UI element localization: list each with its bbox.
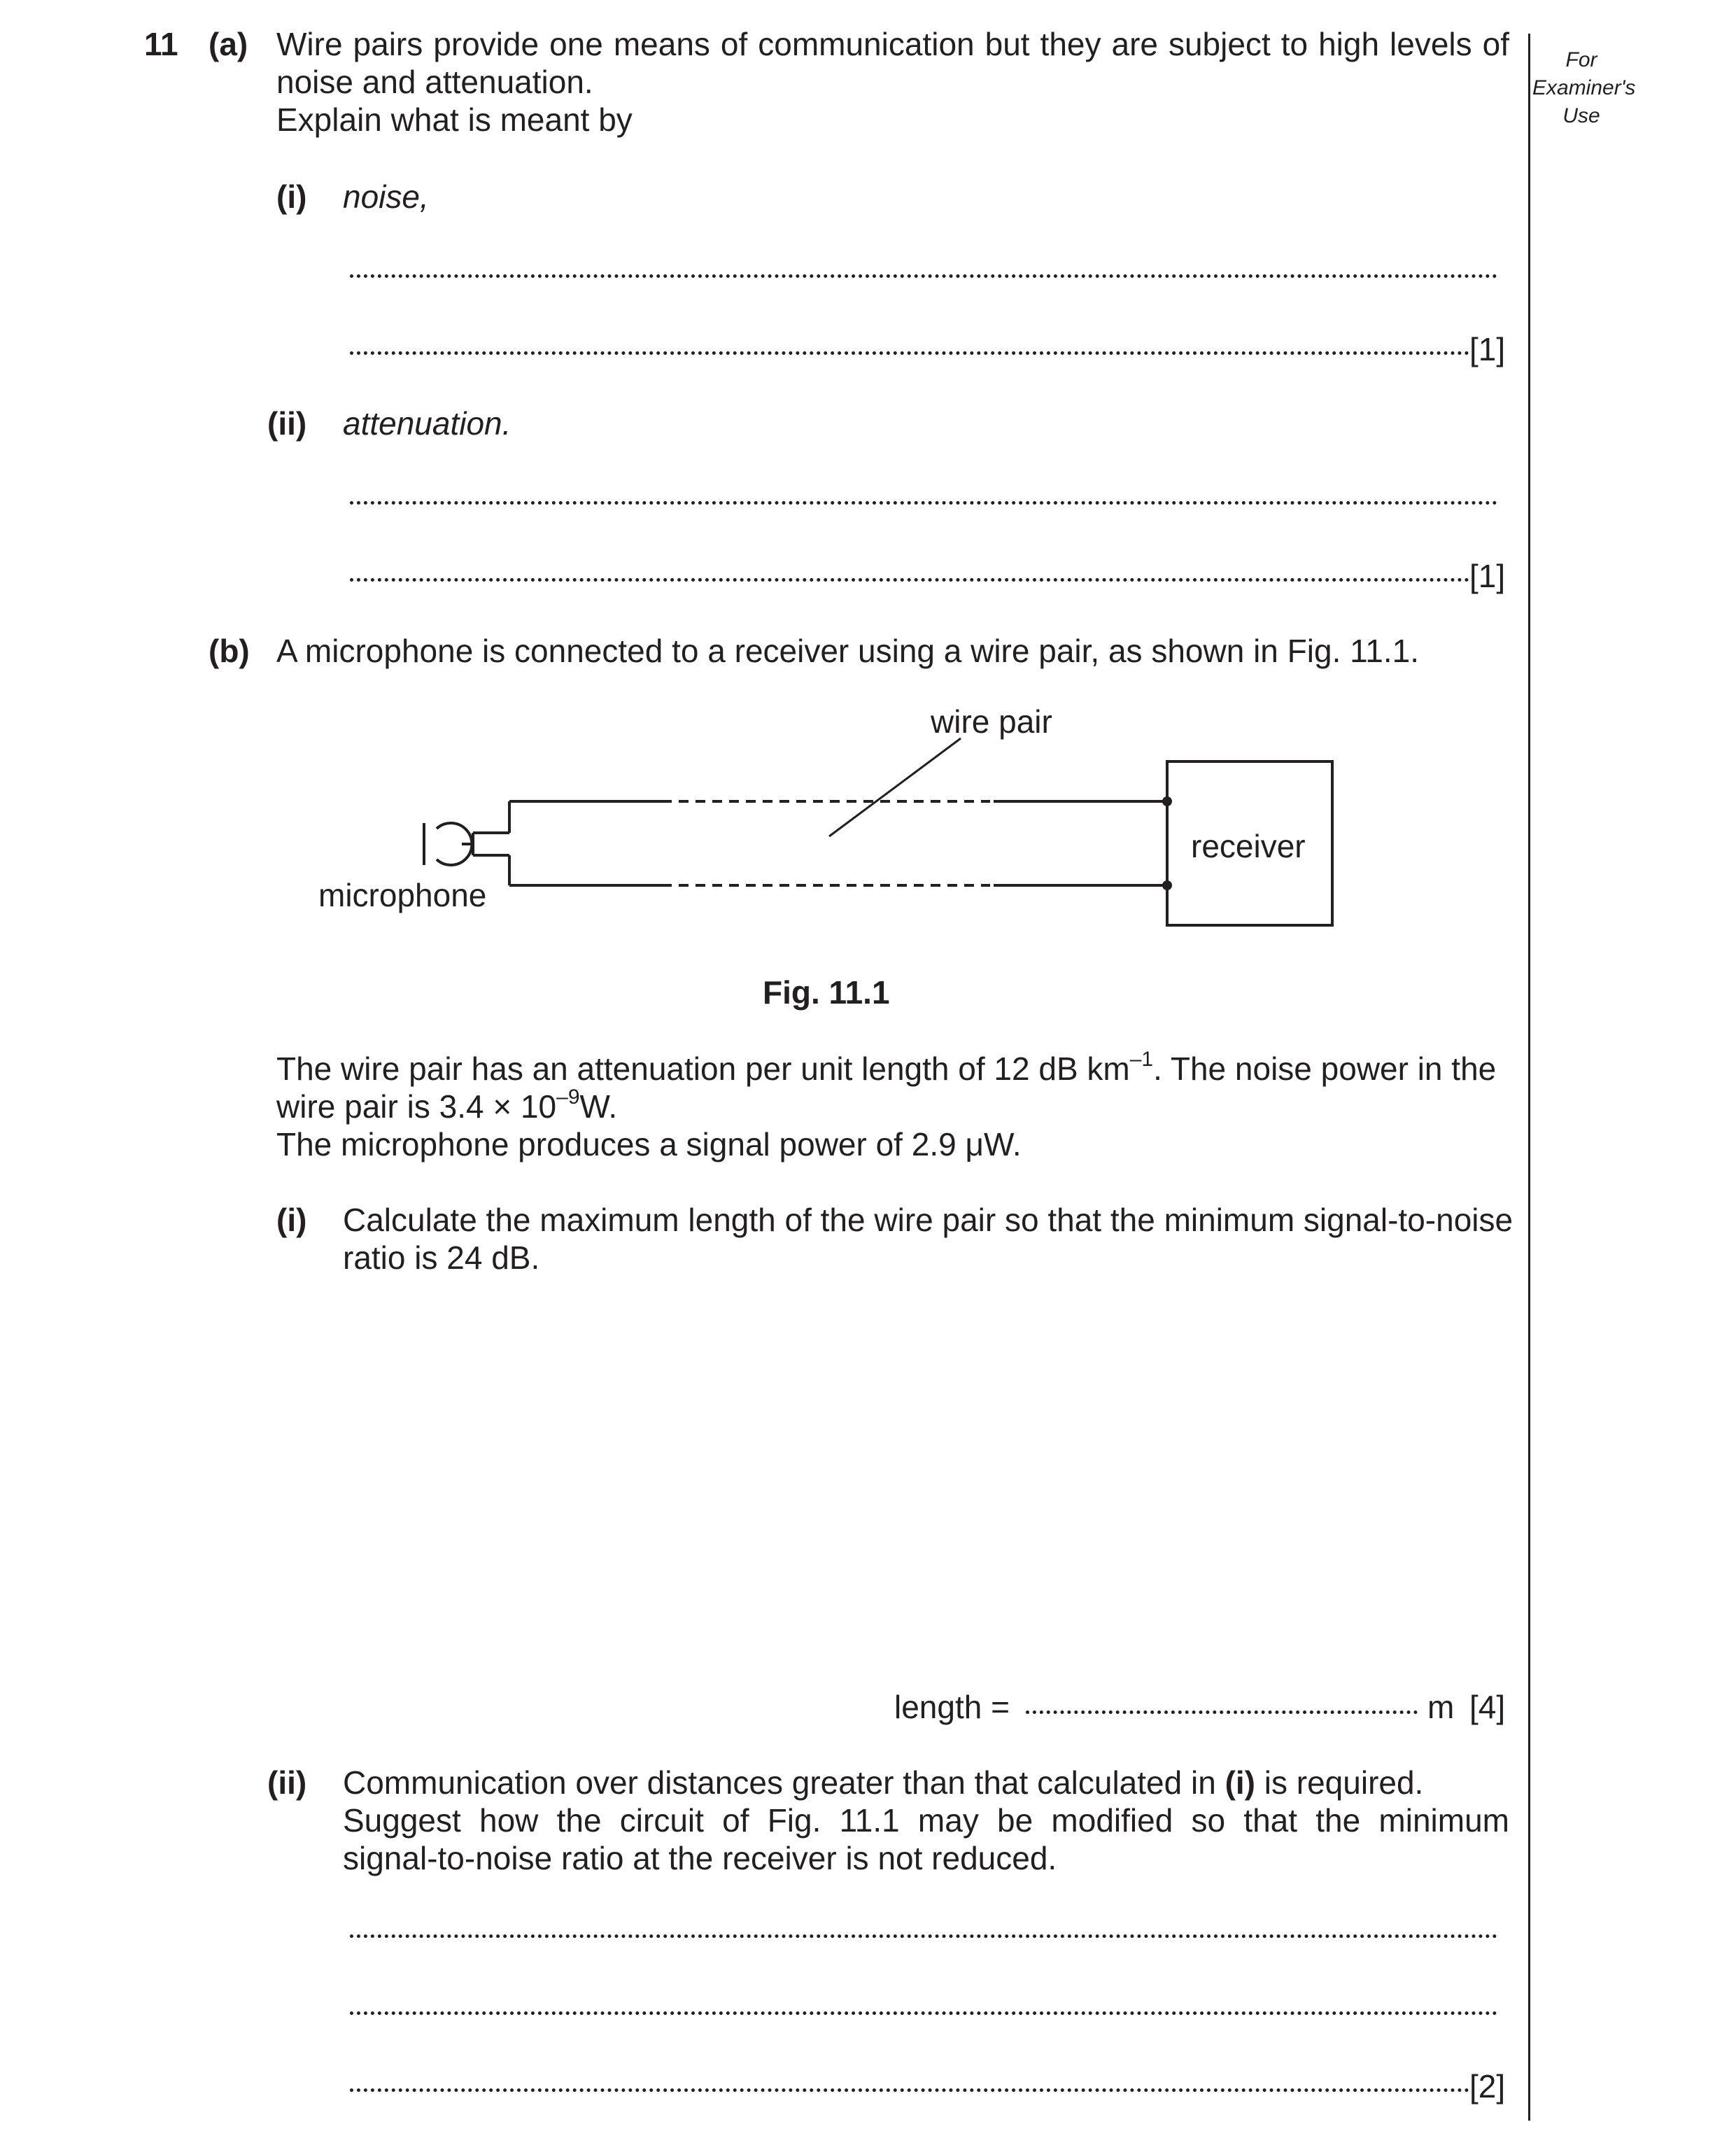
noise-text-start: . The noise power in the <box>1153 1051 1497 1087</box>
mark-allocation: [2] <box>1469 2068 1506 2105</box>
part-a-ii-term: attenuation. <box>343 405 511 442</box>
terminal-dot-top <box>1162 796 1172 806</box>
info-line2 <box>276 1085 618 1125</box>
info-line3: The microphone produces a signal power of 2.9 μW. <box>276 1126 1022 1162</box>
part-reference: (i) <box>1225 1764 1255 1801</box>
attenuation-text: The wire pair has an attenuation per unit length of 12 dB km <box>276 1051 1130 1087</box>
part-b-ii-line1 <box>343 1766 1423 1799</box>
part-a-i-label: (i) <box>276 178 307 215</box>
part-a-line3: Explain what is meant by <box>276 101 633 138</box>
receiver-label: receiver <box>1191 828 1306 864</box>
part-b-intro: A microphone is connected to a receiver using a wire pair, as shown in Fig. 11.1. <box>276 633 1420 669</box>
mark-allocation: [4] <box>1469 1689 1506 1725</box>
wire-pair-pointer <box>829 738 961 836</box>
part-b-ii-line3: signal-to-noise ratio at the receiver is not reduced. <box>343 1840 1057 1876</box>
part-a-label: (a) <box>209 26 248 62</box>
superscript: –1 <box>1129 1048 1154 1071</box>
noise-power-unit: W. <box>579 1088 618 1125</box>
part-b-i-line1: Calculate the maximum length of the wire pair so that the minimum signal-to-noise <box>343 1202 1513 1238</box>
part-b-i-label: (i) <box>276 1202 307 1238</box>
part-b-label: (b) <box>209 633 250 669</box>
examiner-note-line1: For <box>1565 48 1597 71</box>
part-a-i-term: noise, <box>343 178 429 215</box>
circuit-diagram <box>0 0 1736 980</box>
superscript: –9 <box>556 1085 580 1109</box>
length-label: length = <box>894 1689 1010 1725</box>
noise-power-text: wire pair is 3.4 × 10 <box>276 1088 557 1125</box>
part-b-ii-line2: Suggest how the circuit of Fig. 11.1 may be modified so that the minimum <box>343 1802 1509 1839</box>
part-a-ii-label: (ii) <box>267 405 307 442</box>
terminal-dot-bottom <box>1162 880 1172 890</box>
question-number: 11 <box>144 26 178 62</box>
figure-caption: Fig. 11.1 <box>763 974 890 1011</box>
mark-allocation: [1] <box>1469 558 1506 594</box>
part-b-ii-line1-end: is required. <box>1255 1764 1424 1801</box>
part-a-line1: Wire pairs provide one means of communication but they are subject to high levels of <box>276 26 1509 62</box>
wire-pair-label: wire pair <box>931 703 1052 740</box>
examiner-note-line2: Examiner's <box>1532 76 1636 99</box>
examiner-note-line3: Use <box>1562 104 1600 127</box>
answer-line[interactable] <box>350 1927 1497 1938</box>
part-b-ii-line1-start: Communication over distances greater than that calculated in <box>343 1764 1225 1801</box>
info-line1 <box>276 1048 1509 1087</box>
length-answer-field[interactable] <box>1026 1703 1418 1714</box>
answer-line[interactable] <box>350 2004 1497 2015</box>
part-b-i-line2: ratio is 24 dB. <box>343 1239 540 1276</box>
part-a-line2: noise and attenuation. <box>276 64 593 100</box>
length-unit: m <box>1427 1689 1455 1725</box>
answer-line[interactable] <box>350 2081 1469 2092</box>
microphone-label: microphone <box>318 877 487 913</box>
mark-allocation: [1] <box>1469 331 1506 367</box>
info-line1-text <box>276 1048 1497 1087</box>
part-b-ii-label: (ii) <box>267 1764 307 1801</box>
